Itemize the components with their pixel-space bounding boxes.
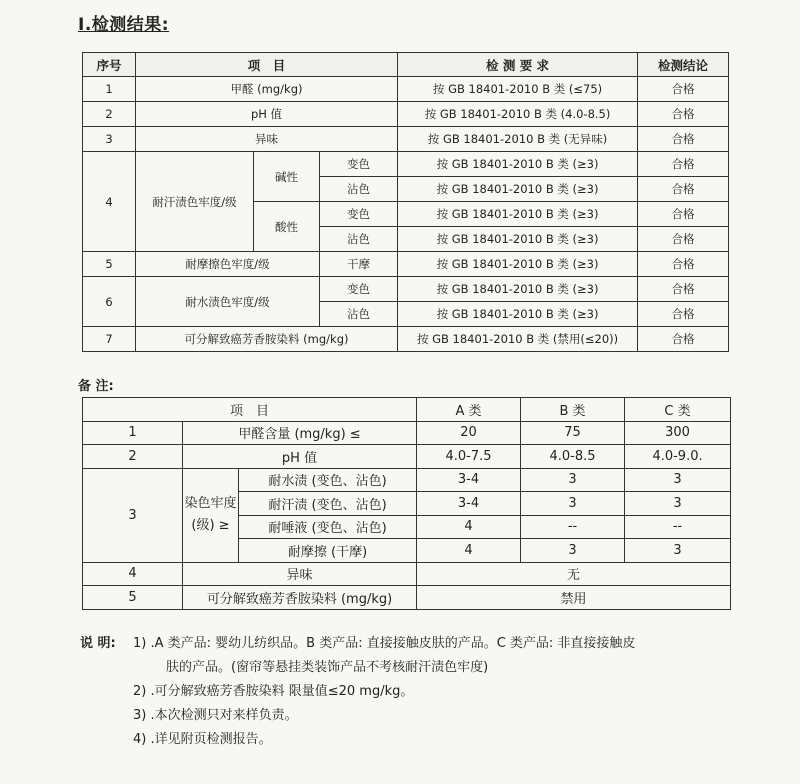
remarks-header-row: [83, 398, 731, 422]
row-value: 禁用: [417, 586, 731, 610]
remarks-table: [82, 397, 731, 610]
remarks-label: 备 注:: [78, 379, 114, 394]
table-row: [83, 127, 729, 152]
value-class-a: 3-4: [417, 468, 521, 492]
value-class-c: 3: [625, 539, 731, 563]
table-row: [83, 445, 731, 469]
table-row: [83, 102, 729, 127]
row-item: [183, 468, 239, 562]
note-text: 肤的产品。(窗帘等悬挂类装饰产品不考核耐汗渍色牢度): [166, 660, 489, 675]
value-class-a: 4: [417, 515, 521, 539]
header-class-c: C 类: [625, 398, 731, 422]
row-number: 6: [83, 277, 136, 327]
row-condition: 变色: [320, 152, 398, 177]
row-number: 1: [83, 421, 183, 445]
row-number: 2: [83, 102, 136, 127]
row-number: 5: [83, 252, 136, 277]
row-requirement: 按 GB 18401-2010 B 类 (≥3): [398, 277, 638, 302]
row-condition: 干摩: [320, 252, 398, 277]
row-conclusion: 合格: [638, 127, 729, 152]
notes-label: 说 明:: [80, 636, 116, 651]
row-condition: 沾色: [320, 302, 398, 327]
row-item-line: 染色牢度: [184, 496, 237, 511]
table-row: [83, 77, 729, 102]
row-item: 可分解致癌芳香胺染料 (mg/kg): [136, 327, 398, 352]
row-requirement: 按 GB 18401-2010 B 类 (≥3): [398, 177, 638, 202]
row-subitem: 耐唾液 (变色、沾色): [239, 515, 417, 539]
value-class-a: 3-4: [417, 492, 521, 516]
row-subitem: 耐水渍 (变色、沾色): [239, 468, 417, 492]
table-row: [83, 421, 731, 445]
note-text: 2) .可分解致癌芳香胺染料 限量值≤20 mg/kg。: [133, 684, 414, 699]
note-text: 3) .本次检测只对来样负责。: [133, 708, 298, 723]
header-item: 项 目: [83, 398, 417, 422]
value-class-c: 3: [625, 468, 731, 492]
results-header-row: [83, 53, 729, 77]
row-subgroup: 碱性: [254, 152, 320, 202]
row-requirement: 按 GB 18401-2010 B 类 (无异味): [398, 127, 638, 152]
row-item: 可分解致癌芳香胺染料 (mg/kg): [183, 586, 417, 610]
value-class-b: 3: [521, 539, 625, 563]
header-class-a: A 类: [417, 398, 521, 422]
row-condition: 沾色: [320, 227, 398, 252]
table-row: [83, 327, 729, 352]
header-item: 项 目: [136, 53, 398, 77]
row-conclusion: 合格: [638, 227, 729, 252]
value-class-a: 4: [417, 539, 521, 563]
value-class-a: 20: [417, 421, 521, 445]
row-conclusion: 合格: [638, 102, 729, 127]
header-no: 序号: [83, 53, 136, 77]
row-requirement: 按 GB 18401-2010 B 类 (≥3): [398, 152, 638, 177]
note-text: 4) .详见附页检测报告。: [133, 732, 272, 747]
value-class-c: --: [625, 515, 731, 539]
row-conclusion: 合格: [638, 152, 729, 177]
row-subitem: 耐摩擦 (干摩): [239, 539, 417, 563]
row-number: 2: [83, 445, 183, 469]
row-subitem: 耐汗渍 (变色、沾色): [239, 492, 417, 516]
value-class-c: 4.0-9.0.: [625, 445, 731, 469]
row-item: 异味: [136, 127, 398, 152]
section-title: I.检测结果:: [78, 15, 170, 35]
row-requirement: 按 GB 18401-2010 B 类 (≥3): [398, 227, 638, 252]
results-table: [82, 52, 729, 352]
row-condition: 变色: [320, 277, 398, 302]
value-class-c: 3: [625, 492, 731, 516]
row-value: 无: [417, 562, 731, 586]
row-number: 7: [83, 327, 136, 352]
row-requirement: 按 GB 18401-2010 B 类 (禁用(≤20)): [398, 327, 638, 352]
row-condition: 变色: [320, 202, 398, 227]
row-conclusion: 合格: [638, 277, 729, 302]
row-requirement: 按 GB 18401-2010 B 类 (≤75): [398, 77, 638, 102]
value-class-a: 4.0-7.5: [417, 445, 521, 469]
table-row: [83, 468, 731, 492]
row-item-line: (级) ≥: [191, 518, 230, 533]
row-requirement: 按 GB 18401-2010 B 类 (≥3): [398, 302, 638, 327]
table-row: [83, 562, 731, 586]
row-item: pH 值: [136, 102, 398, 127]
row-number: 3: [83, 127, 136, 152]
row-condition: 沾色: [320, 177, 398, 202]
row-number: 4: [83, 562, 183, 586]
value-class-b: 75: [521, 421, 625, 445]
row-conclusion: 合格: [638, 252, 729, 277]
table-row: [83, 277, 729, 302]
row-item: 耐水渍色牢度/级: [136, 277, 320, 327]
header-class-b: B 类: [521, 398, 625, 422]
row-number: 1: [83, 77, 136, 102]
row-conclusion: 合格: [638, 302, 729, 327]
header-conclusion: 检测结论: [638, 53, 729, 77]
row-requirement: 按 GB 18401-2010 B 类 (4.0-8.5): [398, 102, 638, 127]
row-conclusion: 合格: [638, 327, 729, 352]
row-requirement: 按 GB 18401-2010 B 类 (≥3): [398, 252, 638, 277]
row-item: 异味: [183, 562, 417, 586]
row-conclusion: 合格: [638, 77, 729, 102]
header-requirement: 检 测 要 求: [398, 53, 638, 77]
row-requirement: 按 GB 18401-2010 B 类 (≥3): [398, 202, 638, 227]
row-number: 4: [83, 152, 136, 252]
table-row: [83, 152, 729, 177]
table-row: [83, 586, 731, 610]
row-conclusion: 合格: [638, 202, 729, 227]
row-conclusion: 合格: [638, 177, 729, 202]
row-number: 5: [83, 586, 183, 610]
note-text: 1) .A 类产品: 婴幼儿纺织品。B 类产品: 直接接触皮肤的产品。C 类产品: 非直接接触皮: [133, 636, 636, 651]
row-item: 甲醛含量 (mg/kg) ≤: [183, 421, 417, 445]
row-number: 3: [83, 468, 183, 562]
row-item: 耐汗渍色牢度/级: [136, 152, 254, 252]
value-class-b: --: [521, 515, 625, 539]
row-subgroup: 酸性: [254, 202, 320, 252]
row-item: pH 值: [183, 445, 417, 469]
value-class-b: 3: [521, 468, 625, 492]
value-class-c: 300: [625, 421, 731, 445]
row-item: 甲醛 (mg/kg): [136, 77, 398, 102]
value-class-b: 4.0-8.5: [521, 445, 625, 469]
row-item: 耐摩擦色牢度/级: [136, 252, 320, 277]
table-row: [83, 252, 729, 277]
value-class-b: 3: [521, 492, 625, 516]
